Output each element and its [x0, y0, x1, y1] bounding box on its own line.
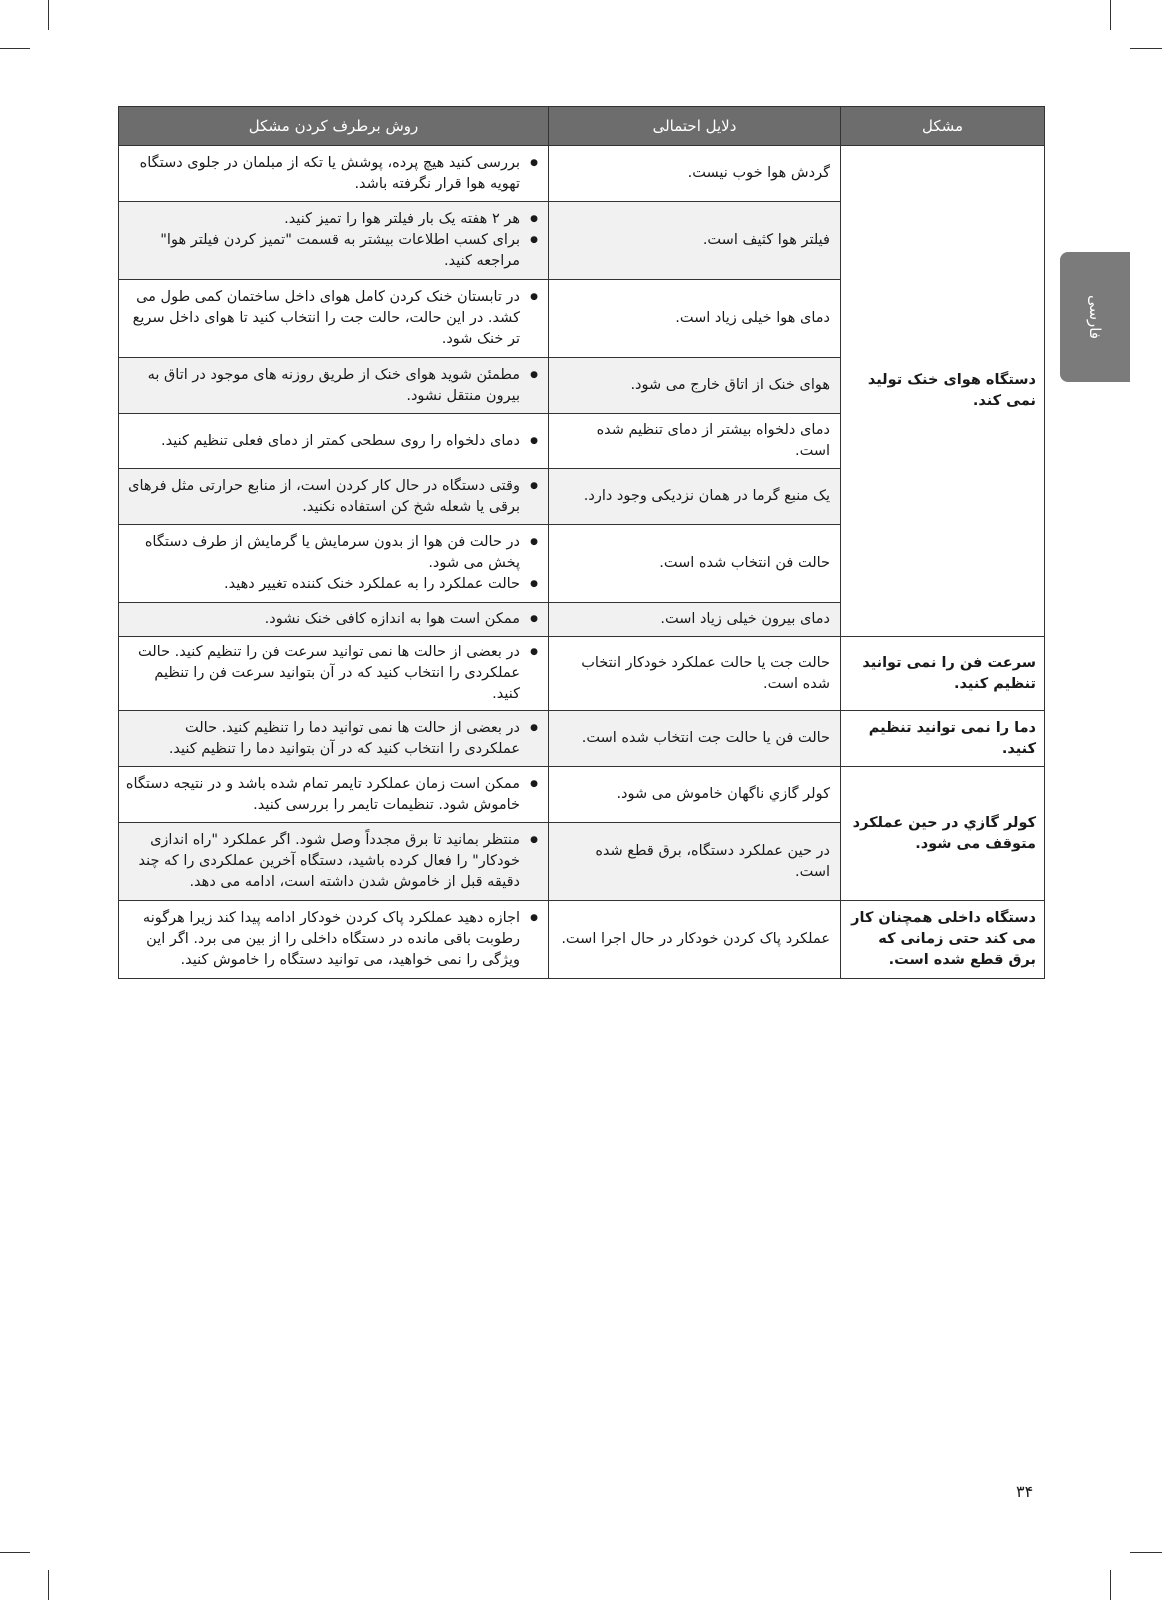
solution-cell: [119, 202, 549, 280]
solution-item: ● هر ۲ هفته یک بار فیلتر هوا را تمیز کنید.: [125, 209, 520, 230]
crop-mark: [1110, 0, 1111, 30]
cause-cell: حالت جت یا حالت عملکرد خودکار انتخاب شده است.: [549, 637, 841, 711]
solution-cell: [119, 637, 549, 711]
language-tab: [1060, 252, 1130, 382]
problem-cell: دستگاه هوای خنک تولید نمی کند.: [841, 146, 1045, 637]
cause-cell: گردش هوا خوب نیست.: [549, 146, 841, 202]
solution-item: ● ممکن است هوا به اندازه کافی خنک نشود.: [125, 609, 520, 630]
cause-cell: فیلتر هوا کثیف است.: [549, 202, 841, 280]
solution-cell: [119, 901, 549, 979]
cause-cell: یک منبع گرما در همان نزدیکی وجود دارد.: [549, 469, 841, 525]
solution-item: ● در بعضی از حالت ها نمی توانید دما را تنظیم کنید. حالت عملکردی را انتخاب کنید که در آن بتوانید دما را تنظیم کنید.: [125, 718, 520, 760]
crop-mark: [0, 48, 30, 49]
solution-cell: [119, 711, 549, 767]
solution-cell: [119, 603, 549, 637]
cause-cell: حالت فن انتخاب شده است.: [549, 525, 841, 603]
crop-mark: [1130, 1552, 1162, 1553]
cause-cell: دمای دلخواه بیشتر از دمای تنظیم شده است.: [549, 414, 841, 469]
table-row: [119, 767, 1045, 823]
solution-item: ● برای کسب اطلاعات بیشتر به قسمت "تمیز کردن فیلتر هوا" مراجعه کنید.: [125, 230, 520, 272]
crop-mark: [48, 1570, 49, 1600]
header-solution: روش برطرف کردن مشکل: [119, 107, 549, 146]
crop-mark: [48, 0, 49, 30]
crop-mark: [0, 1552, 30, 1553]
solution-item: ● حالت عملکرد را به عملکرد خنک کننده تغییر دهید.: [125, 574, 520, 595]
solution-cell: [119, 525, 549, 603]
solution-cell: [119, 469, 549, 525]
table-row: [119, 711, 1045, 767]
solution-cell: [119, 358, 549, 414]
solution-item: ● بررسی کنید هیچ پرده، پوشش یا تکه از مبلمان در جلوی دستگاه تهویه هوا قرار نگرفته باشد.: [125, 153, 520, 195]
solution-item: ● اجازه دهید عملکرد پاک کردن خودکار ادامه پیدا کند زیرا هرگونه رطوبت باقی مانده در دستگاه داخلی را از بین می برد. اگر این ویژگی را نمی خواهید، می توانید دستگاه را خاموش کنید.: [125, 908, 520, 971]
problem-cell: سرعت فن را نمی توانید تنظیم کنید.: [841, 637, 1045, 711]
solution-cell: [119, 280, 549, 358]
problem-cell: دما را نمی توانید تنظیم کنید.: [841, 711, 1045, 767]
cause-cell: حالت فن یا حالت جت انتخاب شده است.: [549, 711, 841, 767]
solution-item: ● دمای دلخواه را روی سطحی کمتر از دمای فعلی تنظیم کنید.: [125, 431, 520, 452]
table-row: [119, 146, 1045, 202]
problem-cell: کولر گازي در حین عملکرد متوقف می شود.: [841, 767, 1045, 901]
troubleshooting-table: [118, 106, 1045, 979]
header-cause: دلایل احتمالی: [549, 107, 841, 146]
solution-item: ● وقتی دستگاه در حال کار کردن است، از منابع حرارتی مثل فرهای برقی یا شعله شخ کن استفاده نکنید.: [125, 476, 520, 518]
table-row: [119, 901, 1045, 979]
solution-item: ● ممکن است زمان عملکرد تایمر تمام شده باشد و در نتیجه دستگاه خاموش شود. تنظیمات تایمر را بررسی کنید.: [125, 774, 520, 816]
cause-cell: هوای خنک از اتاق خارج می شود.: [549, 358, 841, 414]
solution-item: ● در تابستان خنک کردن کامل هوای داخل ساختمان کمی طول می کشد. در این حالت، حالت جت را انتخاب کنید تا هوای داخل سریع تر خنک شود.: [125, 287, 520, 350]
page-number: ۳۴: [1016, 1482, 1034, 1501]
cause-cell: کولر گازي ناگهان خاموش می شود.: [549, 767, 841, 823]
cause-cell: در حین عملکرد دستگاه، برق قطع شده است.: [549, 823, 841, 901]
solution-item: ● مطمئن شوید هوای خنک از طریق روزنه های موجود در اتاق به بیرون منتقل نشود.: [125, 365, 520, 407]
table-row: [119, 637, 1045, 711]
crop-mark: [1130, 48, 1162, 49]
table-header-row: [119, 107, 1045, 146]
solution-cell: [119, 767, 549, 823]
solution-cell: [119, 823, 549, 901]
solution-item: ● در بعضی از حالت ها نمی توانید سرعت فن را تنظیم کنید. حالت عملکردی را انتخاب کنید که در آن بتوانید سرعت فن را تنظیم کنید.: [125, 642, 520, 705]
cause-cell: عملکرد پاک کردن خودکار در حال اجرا است.: [549, 901, 841, 979]
header-problem: مشکل: [841, 107, 1045, 146]
problem-cell: دستگاه داخلی همچنان کار می کند حتی زمانی که برق قطع شده است.: [841, 901, 1045, 979]
cause-cell: دمای هوا خیلی زیاد است.: [549, 280, 841, 358]
cause-cell: دمای بیرون خیلی زیاد است.: [549, 603, 841, 637]
solution-item: ● منتظر بمانید تا برق مجدداً وصل شود. اگر عملکرد "راه اندازی خودکار" را فعال کرده باشید، دستگاه آخرین عملکردی را که چند دقیقه قبل از خاموش شدن داشته است، ادامه می دهد.: [125, 830, 520, 893]
solution-item: ● در حالت فن هوا از بدون سرمایش یا گرمایش از طرف دستگاه پخش می شود.: [125, 532, 520, 574]
solution-cell: [119, 146, 549, 202]
language-tab-label: فارسی: [1086, 294, 1104, 340]
solution-cell: [119, 414, 549, 469]
crop-mark: [1110, 1570, 1111, 1600]
